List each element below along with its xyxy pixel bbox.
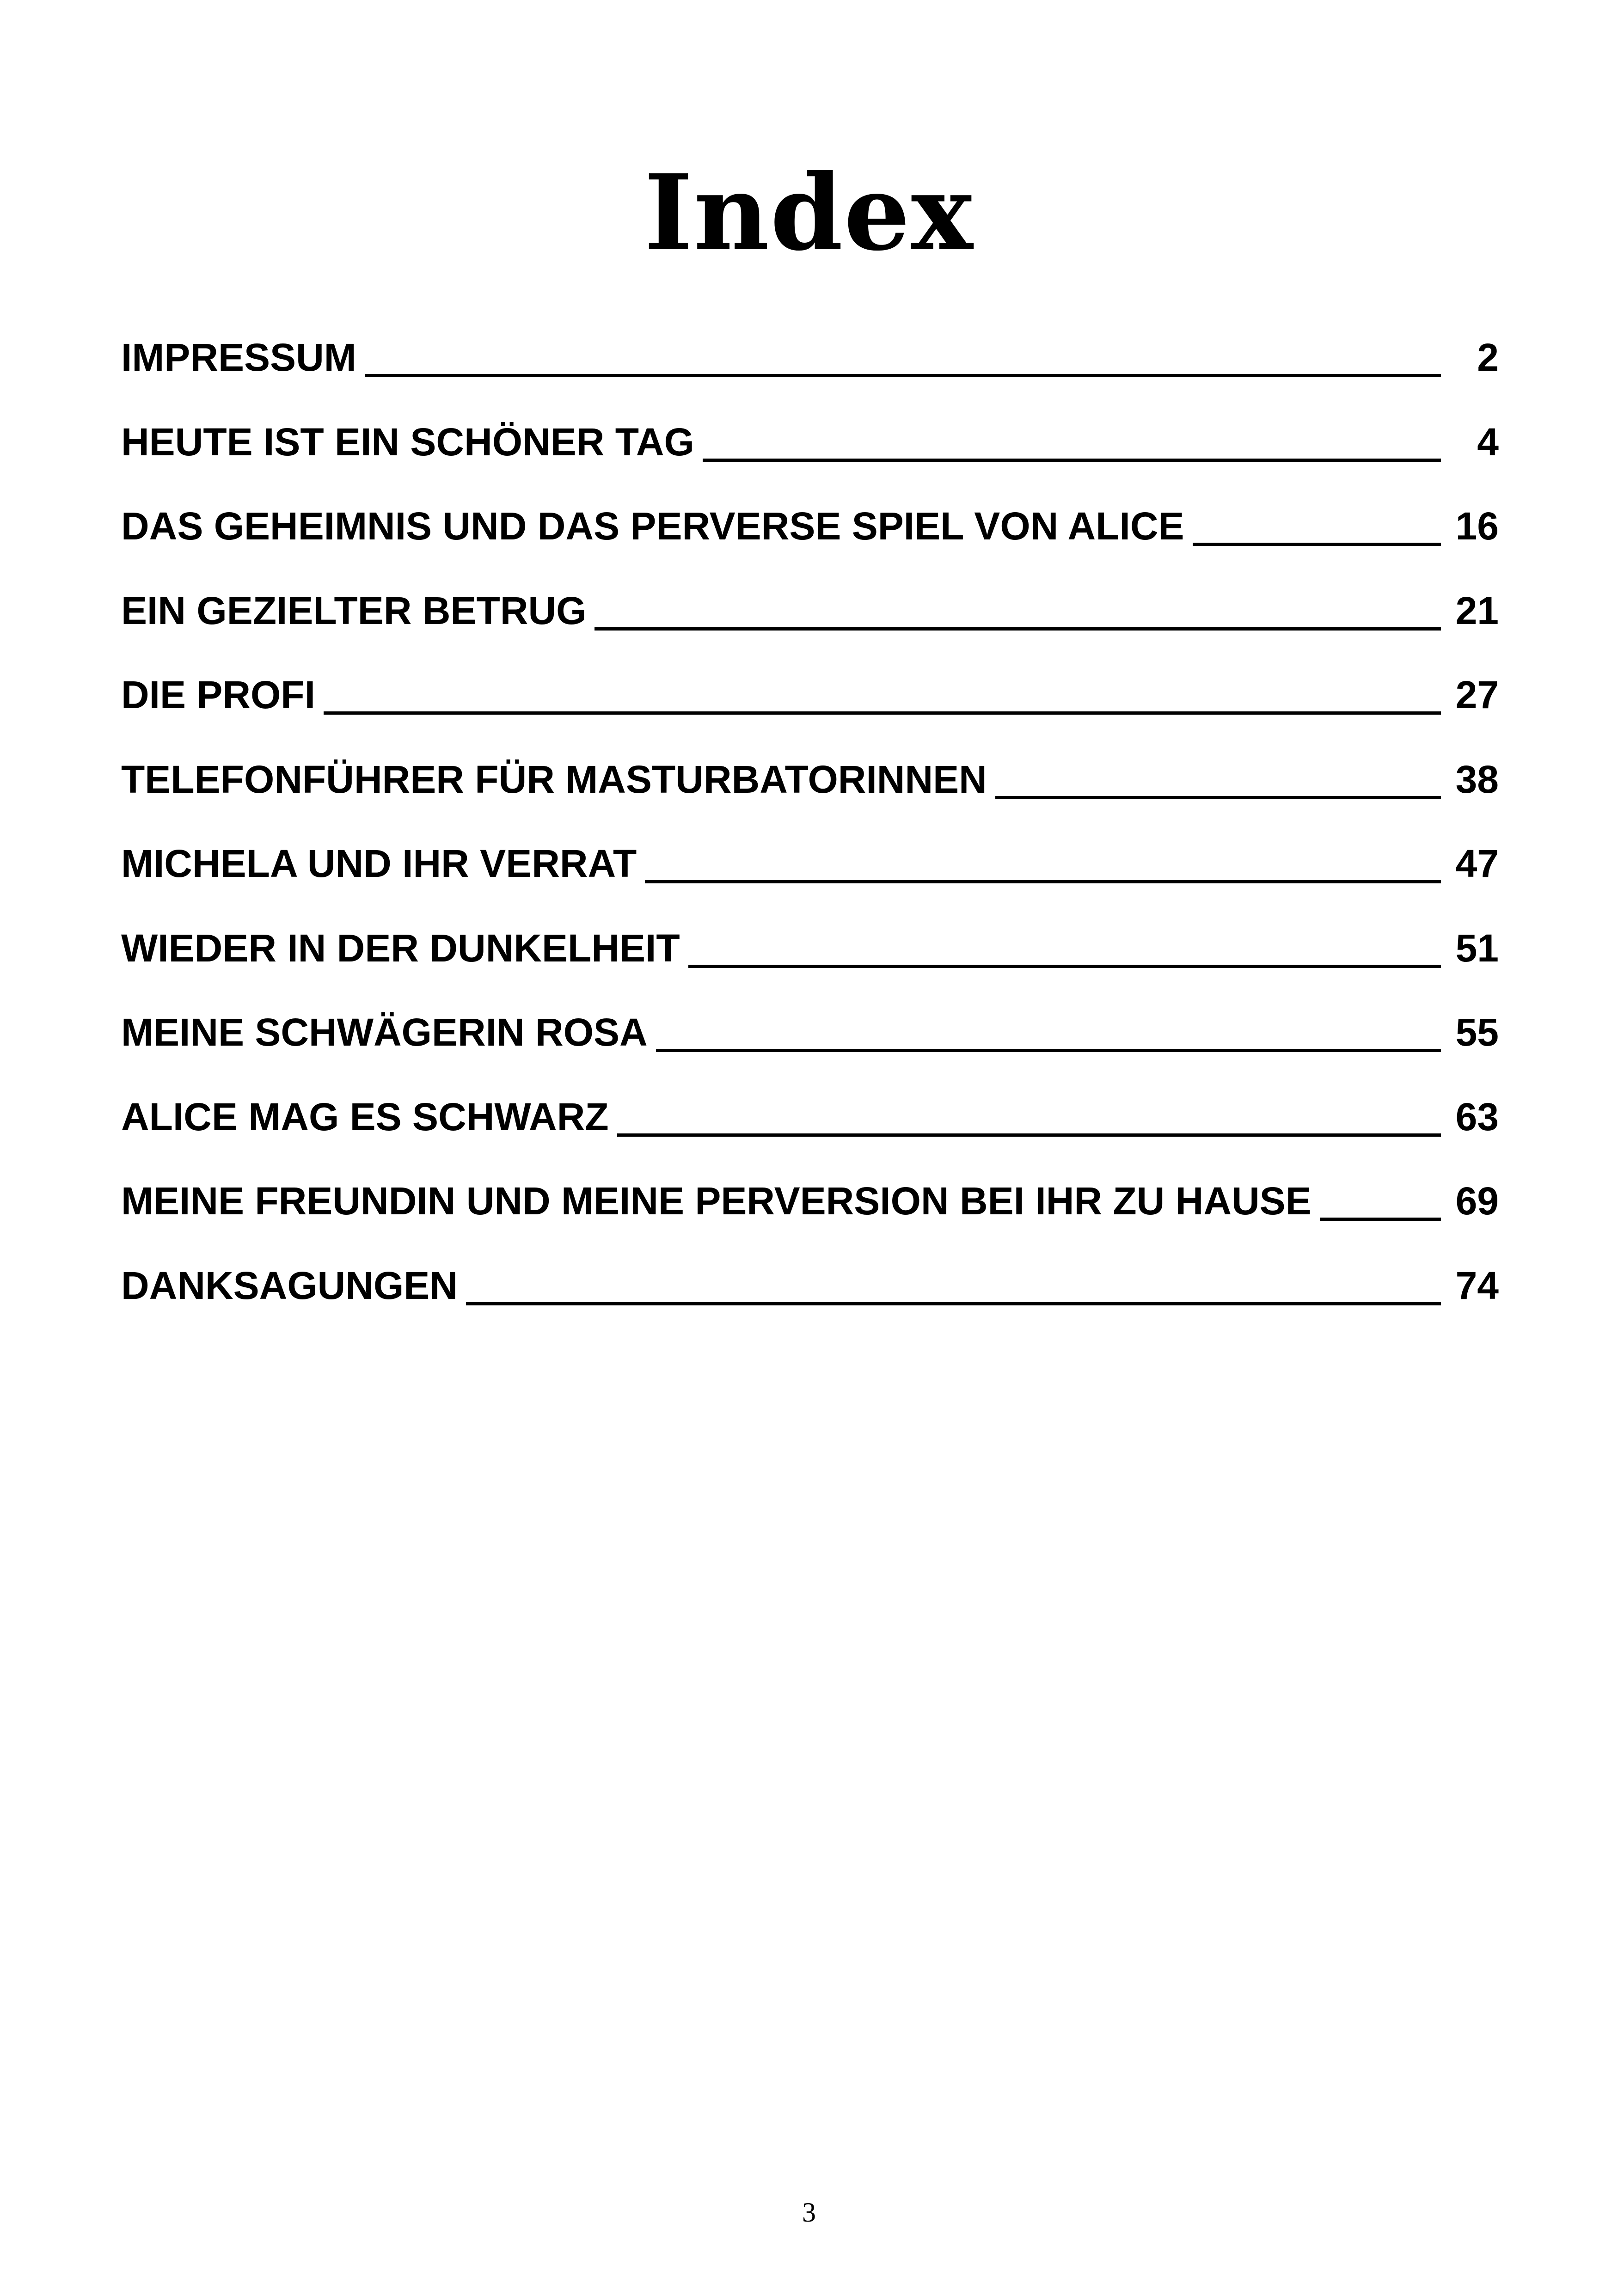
toc-entry-page: 74 bbox=[1455, 1263, 1499, 1307]
toc-entry bbox=[121, 1007, 1499, 1091]
toc-entry-page: 63 bbox=[1455, 1095, 1499, 1139]
toc-entry-title: DANKSAGUNGEN bbox=[121, 1263, 458, 1307]
toc-leader-line bbox=[617, 1133, 1441, 1137]
toc-entry bbox=[121, 1176, 1499, 1260]
toc-entry bbox=[121, 923, 1499, 1007]
toc-entry-title: TELEFONFÜHRER FÜR MASTURBATORINNEN bbox=[121, 757, 987, 801]
toc-leader-line bbox=[1193, 543, 1441, 546]
toc-leader-line bbox=[645, 880, 1441, 883]
toc-entry bbox=[121, 838, 1499, 923]
toc-leader-line bbox=[995, 796, 1441, 799]
toc-entry bbox=[121, 585, 1499, 670]
toc-entry bbox=[121, 1091, 1499, 1176]
toc-entry-page: 38 bbox=[1455, 757, 1499, 801]
toc-leader-line bbox=[324, 711, 1441, 715]
toc-leader-line bbox=[466, 1302, 1441, 1305]
toc-leader-line bbox=[1320, 1218, 1441, 1221]
toc-leader-line bbox=[365, 374, 1441, 377]
toc-entry-title: DIE PROFI bbox=[121, 673, 316, 716]
toc-entry-page: 51 bbox=[1455, 926, 1499, 970]
toc-entry-page: 47 bbox=[1455, 842, 1499, 885]
toc-entry-page: 2 bbox=[1477, 336, 1499, 379]
toc-entry-page: 69 bbox=[1455, 1179, 1499, 1223]
toc-entry-page: 27 bbox=[1455, 673, 1499, 716]
toc-entry-title: MEINE SCHWÄGERIN ROSA bbox=[121, 1010, 648, 1054]
toc-entry bbox=[121, 754, 1499, 839]
toc-entry bbox=[121, 501, 1499, 585]
toc-entry-title: IMPRESSUM bbox=[121, 336, 356, 379]
toc-entry bbox=[121, 669, 1499, 754]
toc-entry-title: WIEDER IN DER DUNKELHEIT bbox=[121, 926, 680, 970]
toc-entry bbox=[121, 1260, 1499, 1345]
toc-entry bbox=[121, 332, 1499, 416]
page-number: 3 bbox=[802, 2197, 816, 2228]
toc-entry-title: MICHELA UND IHR VERRAT bbox=[121, 842, 637, 885]
toc-leader-line bbox=[656, 1049, 1441, 1052]
toc-entry-title: DAS GEHEIMNIS UND DAS PERVERSE SPIEL VON ALICE bbox=[121, 504, 1184, 548]
toc-entry-page: 55 bbox=[1455, 1010, 1499, 1054]
toc-entry-title: EIN GEZIELTER BETRUG bbox=[121, 588, 587, 632]
toc-entry-page: 21 bbox=[1455, 588, 1499, 632]
toc-entry-title: MEINE FREUNDIN UND MEINE PERVERSION BEI IHR ZU HAUSE bbox=[121, 1179, 1312, 1223]
toc-leader-line bbox=[703, 459, 1441, 462]
toc-entry-page: 4 bbox=[1477, 420, 1499, 464]
toc-entry bbox=[121, 416, 1499, 501]
toc-leader-line bbox=[594, 627, 1441, 631]
table-of-contents bbox=[121, 332, 1499, 1344]
toc-entry-page: 16 bbox=[1455, 504, 1499, 548]
page-title: Index bbox=[644, 152, 974, 274]
toc-entry-title: ALICE MAG ES SCHWARZ bbox=[121, 1095, 609, 1139]
toc-entry-title: HEUTE IST EIN SCHÖNER TAG bbox=[121, 420, 694, 464]
toc-leader-line bbox=[688, 965, 1441, 968]
